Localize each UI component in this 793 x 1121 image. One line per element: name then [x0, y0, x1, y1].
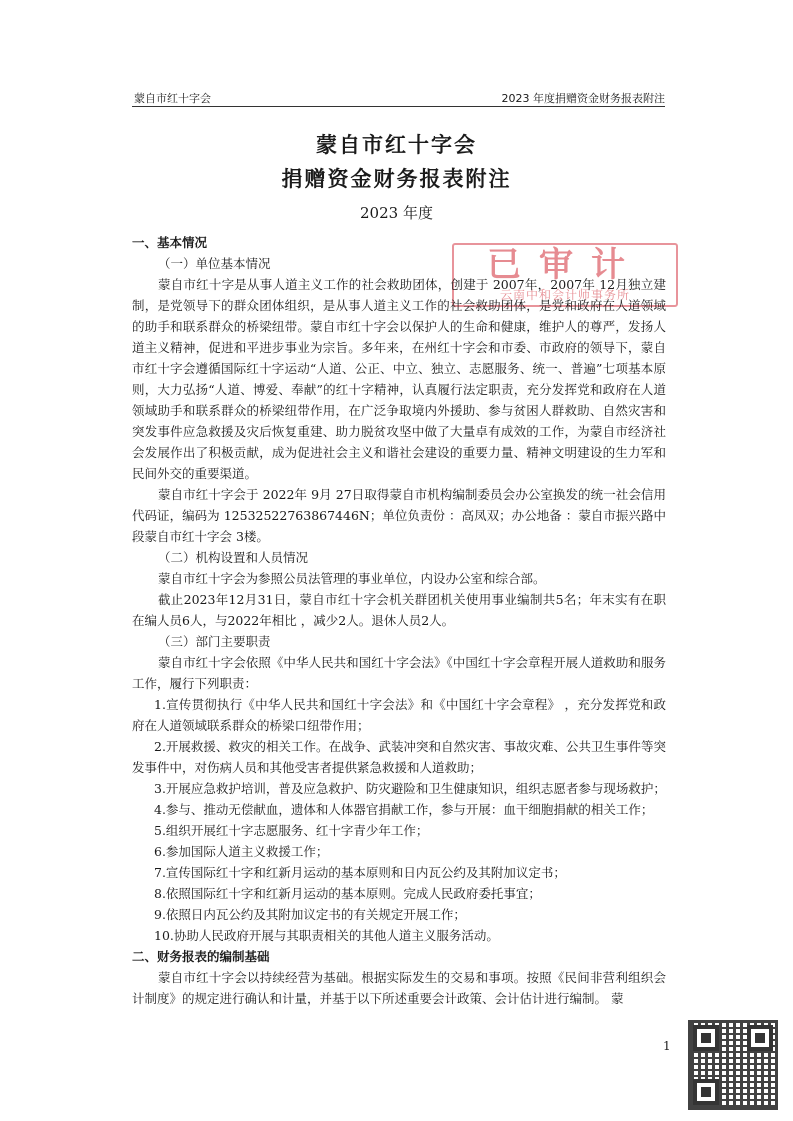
- section-heading-basic: 一、基本情况: [132, 235, 208, 250]
- duty-list-item: 4.参与、推动无偿献血，遗体和人体器官捐献工作，参与开展：血干细胞捐献的相关工作；: [154, 802, 654, 817]
- duty-list-item: 3.开展应急救护培训，普及应急救护、防灾避险和卫生健康知识，组织志愿者参与现场救护；: [154, 781, 666, 796]
- duty-list-item: 9.依照日内瓦公约及其附加议定书的有关规定开展工作；: [154, 907, 466, 922]
- paragraph-unit-intro: 蒙自市红十字是从事人道主义工作的社会救助团体，创建于 2007年，2007年 12月独立建制，是党领导下的群众团体组织，是从事人道主义工作的社会救助团体，是党和政府在人道领域的助手和联系群众的桥梁纽带。蒙自市红十字会以保护人的生命和健康，维护人的尊严，发扬人道主义精神，促进和平进步事业为宗旨。多年来，在州红十字会和市委、市政府的领导下，蒙自市红十字会遵循国际红十字运动“人道、公正、中立、独立、志愿服务、统一、普遍”七项基本原则，大力弘扬“人道、博爱、奉献”的红十字精神，认真履行法定职责，充分发挥党和政府在人道领域助手和联系群众的桥梁纽带作用，在广泛争取境内外援助、参与贫困人群救助、自然灾害和突发事件应急救援及灾后恢复重建、助力脱贫攻坚中做了大量卓有成效的工作，为蒙自市经济社会发展作出了积极贡献，成为促进社会主义和谐社会建设的重要力量、精神文明建设的生力军和民间外交的重要渠道。: [132, 277, 666, 481]
- paragraph-org-setup: 蒙自市红十字会为参照公员法管理的事业单位，内设办公室和综合部。: [158, 571, 546, 586]
- duty-list-item: 7.宣传国际红十字和红新月运动的基本原则和日内瓦公约及其附加议定书；: [154, 865, 566, 880]
- doc-title-main: 捐赠资金财务报表附注: [281, 167, 512, 191]
- duty-list-item: 1.宣传贯彻执行《中华人民共和国红十字会法》和《中国红十字会章程》 ，充分发挥党和政府在人道领域联系群众的桥梁口纽带作用；: [132, 697, 666, 733]
- duty-list-item: 2.开展救援、救灾的相关工作。在战争、武装冲突和自然灾害、事故灾难、公共卫生事件等突发事件中，对伤病人员和其他受害者提供紧急救援和人道救助；: [132, 739, 666, 775]
- title-block: [0, 128, 793, 223]
- paragraph-basis: 蒙自市红十字会以持续经营为基础。根据实际发生的交易和事项。按照《民间非营利组织会计制度》的规定进行确认和计量，并基于以下所述重要会计政策、会计估计进行编制。 蒙: [132, 970, 666, 1006]
- stamp-sub-text: 云南中和会计师事务所: [499, 288, 630, 302]
- stamp-main-text: 已审计: [487, 245, 643, 285]
- paragraph-duties-intro: 蒙自市红十字会依照《中华人民共和国红十字会法》《中国红十字会章程开展人道救助和服务工作，履行下列职责：: [132, 655, 666, 691]
- qr-code-icon: [688, 1020, 778, 1110]
- header-org-name: 蒙自市红十字会: [134, 92, 211, 105]
- subsection-heading-duties: （三）部门主要职责: [158, 634, 271, 649]
- duty-list-item: 8.依照国际红十字和红新月运动的基本原则。完成人民政府委托事宜；: [154, 886, 541, 901]
- duty-list-item: 5.组织开展红十字志愿服务、红十字青少年工作；: [154, 823, 429, 838]
- subsection-heading-org: （二）机构设置和人员情况: [158, 550, 309, 565]
- paragraph-staff: 截止2023年12月31日，蒙自市红十字会机关群团机关使用事业编制共5名；年末实有在职在编人员6人，与2022年相比 ，减少2人。退休人员2人。: [132, 592, 666, 628]
- duty-list-item: 10.协助人民政府开展与其职责相关的其他人道主义服务活动。: [154, 928, 499, 943]
- duty-list-item: 6.参加国际人道主义救援工作；: [154, 844, 329, 859]
- paragraph-credit-code: 蒙自市红十字会于 2022年 9月 27日取得蒙自市机构编制委员会办公室换发的统一社会信用代码证，编码为 12532522763867446N；单位负责份 ：高凤双；办公地备 ：蒙自市振兴路中段蒙自市红十字会 3楼。: [132, 487, 666, 544]
- document-body: [132, 232, 666, 1009]
- doc-title-year: 2023 年度: [360, 204, 433, 222]
- header-doc-title: 2023 年度捐赠资金财务报表附注: [501, 92, 665, 105]
- doc-title-org: 蒙自市红十字会: [316, 133, 477, 157]
- page-number: 1: [663, 1039, 671, 1053]
- section-heading-basis: 二、财务报表的编制基础: [132, 949, 270, 964]
- page-header: [132, 88, 665, 107]
- subsection-heading-unit: （一）单位基本情况: [158, 256, 271, 271]
